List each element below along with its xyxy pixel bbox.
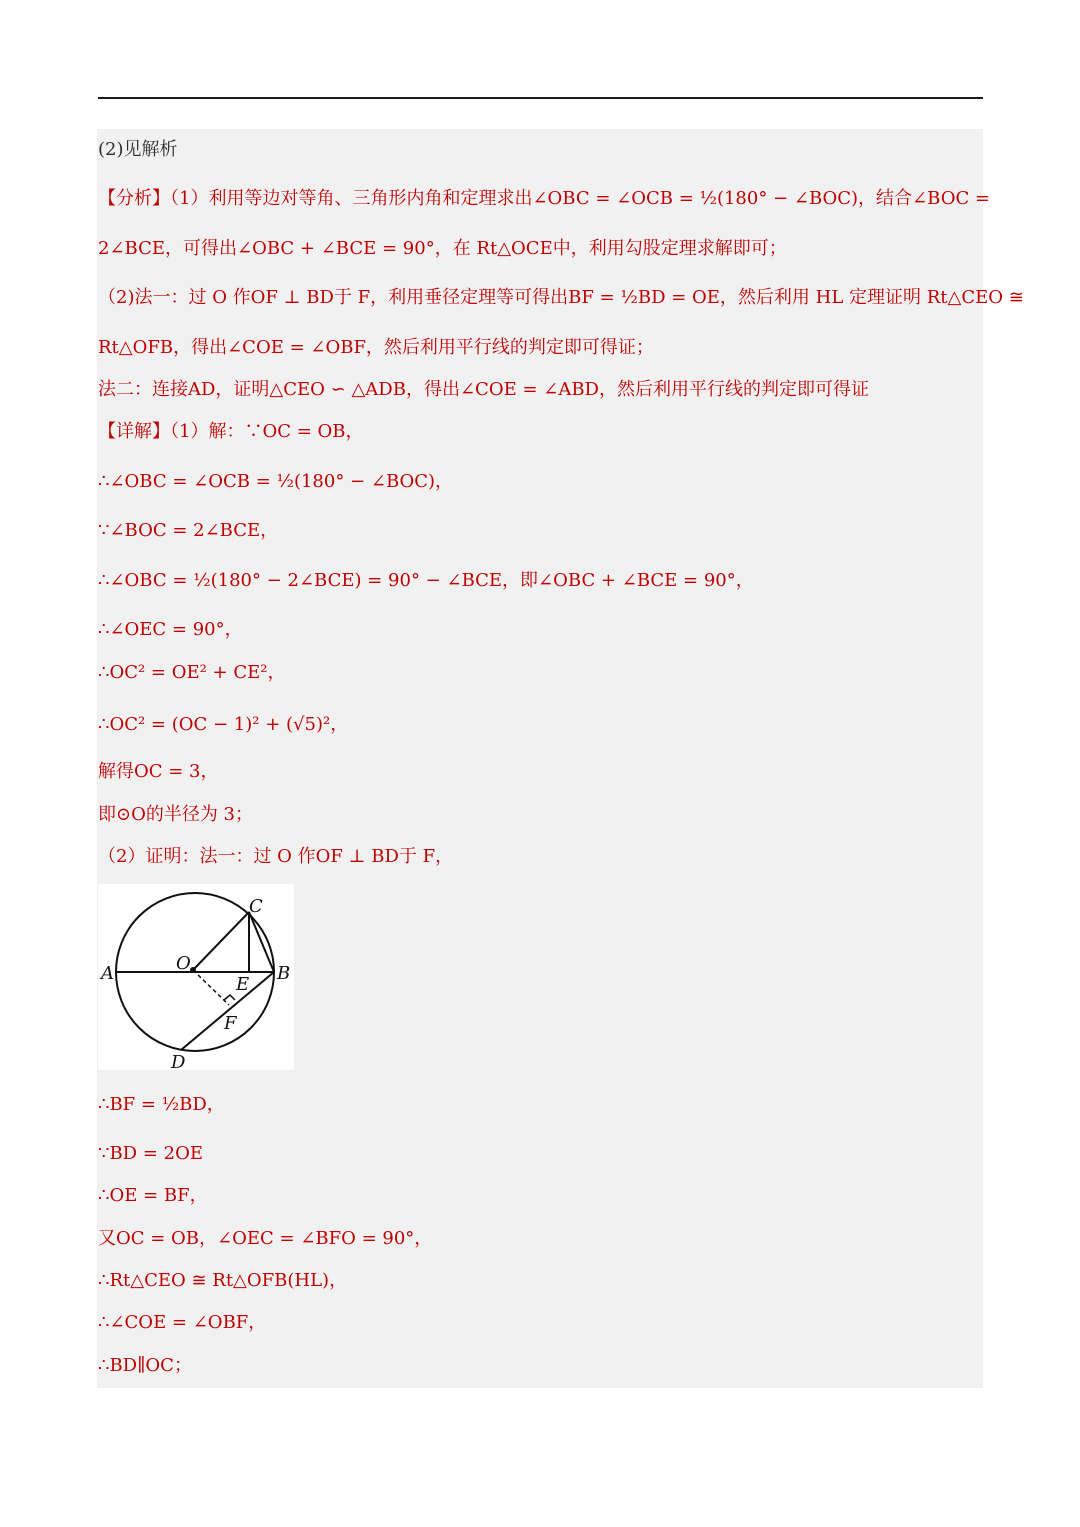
proof-line-4: ∴OE = BF， bbox=[98, 1185, 208, 1206]
detail-line-7: ∴OC² = (OC − 1)² + (√5)²， bbox=[98, 714, 349, 735]
proof-line-7: ∴∠COE = ∠OBF， bbox=[98, 1312, 267, 1333]
label-a: A bbox=[101, 963, 114, 984]
center-point bbox=[190, 967, 196, 973]
detail-line-3: ∵∠BOC = 2∠BCE， bbox=[98, 520, 279, 541]
analysis-line-5: 法二：连接AD，证明△CEO ∽ △ADB，得出∠COE = ∠ABD，然后利用平行线的判定即可得证 bbox=[98, 379, 869, 400]
label-b: B bbox=[277, 963, 291, 984]
top-rule bbox=[98, 97, 983, 99]
answer-line: (2)见解析 bbox=[98, 139, 178, 160]
detail-line-4: ∴∠OBC = ½(180° − 2∠BCE) = 90° − ∠BCE，即∠OBC + ∠BCE = 90°， bbox=[98, 570, 754, 591]
detail-line-9: 即⊙O的半径为 3； bbox=[98, 804, 254, 825]
segment-bd bbox=[181, 972, 274, 1050]
analysis-line-2: 2∠BCE，可得出∠OBC + ∠BCE = 90°，在 Rt△OCE中，利用勾股定理求解即可； bbox=[98, 238, 787, 259]
label-d: D bbox=[171, 1052, 186, 1070]
segment-cb bbox=[249, 912, 274, 972]
label-o: O bbox=[176, 953, 191, 974]
proof-line-3: ∵BD = 2OE bbox=[98, 1143, 203, 1164]
answer-panel bbox=[97, 129, 983, 1388]
detail-line-1: 【详解】（1）解：∵OC = OB， bbox=[98, 421, 364, 442]
analysis-line-4: Rt△OFB，得出∠COE = ∠OBF，然后利用平行线的判定即可得证； bbox=[98, 337, 654, 358]
circle-figure bbox=[98, 884, 294, 1070]
segment-oc bbox=[193, 912, 249, 970]
label-f: F bbox=[224, 1013, 237, 1034]
analysis-line-3: （2)法一：过 O 作OF ⊥ BD于 F，利用垂径定理等可得出BF = ½BD = OE，然后利用 HL 定理证明 Rt△CEO ≅ bbox=[98, 287, 1024, 308]
label-e: E bbox=[236, 974, 250, 995]
proof-line-8: ∴BD∥OC； bbox=[98, 1355, 192, 1376]
proof-line-6: ∴Rt△CEO ≅ Rt△OFB(HL)， bbox=[98, 1270, 348, 1291]
analysis-line-1: 【分析】（1）利用等边对等角、三角形内角和定理求出∠OBC = ∠OCB = ½(180° − ∠BOC)，结合∠BOC = bbox=[98, 188, 991, 209]
proof-line-1: （2）证明：法一：过 O 作OF ⊥ BD于 F， bbox=[98, 846, 454, 867]
proof-line-5: 又OC = OB，∠OEC = ∠BFO = 90°， bbox=[98, 1228, 433, 1249]
detail-line-8: 解得OC = 3， bbox=[98, 761, 219, 782]
proof-line-2: ∴BF = ½BD， bbox=[98, 1094, 225, 1115]
detail-line-6: ∴OC² = OE² + CE²， bbox=[98, 662, 286, 683]
right-angle-mark bbox=[224, 995, 235, 1000]
detail-line-5: ∴∠OEC = 90°， bbox=[98, 619, 243, 640]
label-c: C bbox=[249, 896, 263, 917]
detail-line-2: ∴∠OBC = ∠OCB = ½(180° − ∠BOC)， bbox=[98, 471, 454, 492]
geometry-diagram bbox=[98, 884, 294, 1070]
segment-of-dashed bbox=[193, 970, 229, 1005]
